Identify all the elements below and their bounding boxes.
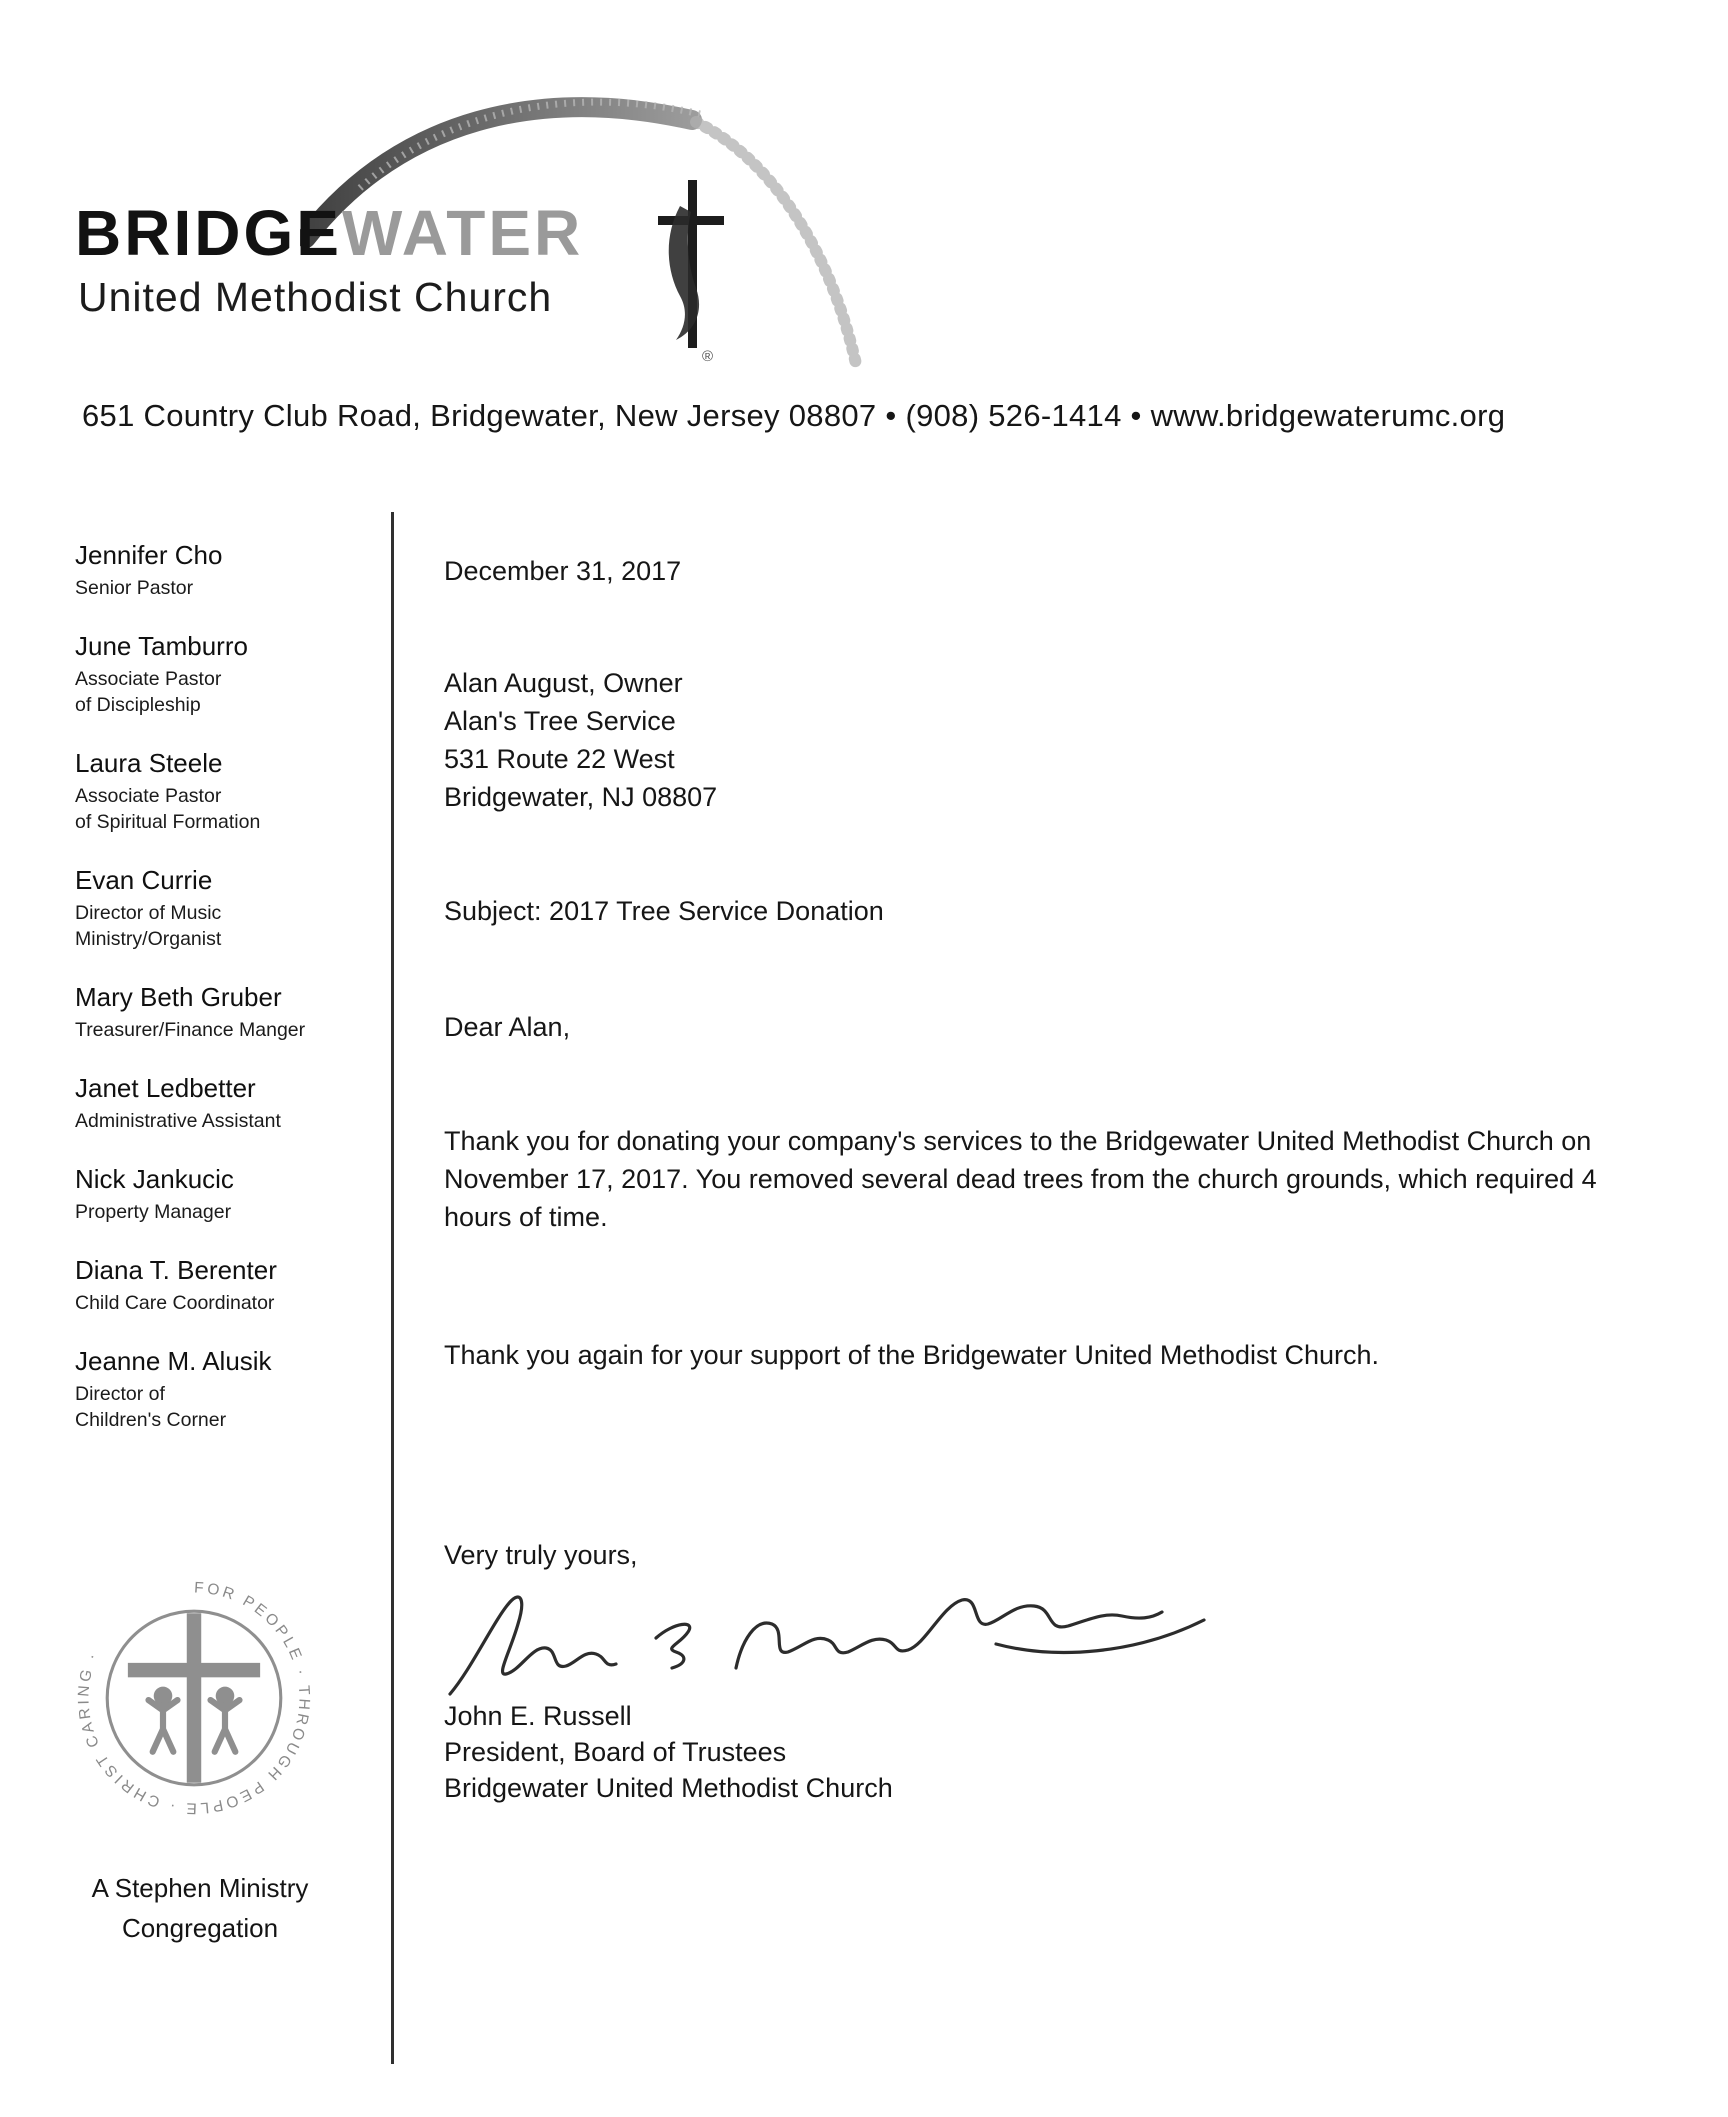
- staff-title: Senior Pastor: [75, 577, 194, 599]
- caption-line-2: Congregation: [121, 1913, 279, 1943]
- vertical-divider: [391, 512, 394, 2064]
- staff-name: Nick Jankucic: [75, 1164, 234, 1194]
- staff-member: [75, 1255, 375, 1316]
- brand-light-text: WATER: [341, 197, 584, 269]
- emblem-ring-text: FOR PEOPLE · THROUGH PEOPLE · CHRIST CARING ·: [75, 1579, 313, 1817]
- body-paragraph-1: Thank you for donating your company's services to the Bridgewater United Methodist Church on November 17, 2017. You removed several dead trees from the church grounds, which required 4 hours of time.: [444, 1126, 1597, 1232]
- staff-name: Jeanne M. Alusik: [75, 1346, 272, 1376]
- recipient-line: Alan's Tree Service: [444, 706, 676, 736]
- staff-title: of Spiritual Formation: [75, 811, 261, 833]
- staff-name: Mary Beth Gruber: [75, 982, 282, 1012]
- handwritten-signature: [436, 1576, 1226, 1698]
- brand-wordmark: [75, 196, 583, 270]
- staff-title: of Discipleship: [75, 694, 201, 716]
- staff-name: Evan Currie: [75, 865, 213, 895]
- recipient-line: Bridgewater, NJ 08807: [444, 782, 718, 812]
- recipient-line: Alan August, Owner: [444, 668, 683, 698]
- letter-date: December 31, 2017: [444, 556, 682, 586]
- staff-name: Diana T. Berenter: [75, 1255, 277, 1285]
- salutation: Dear Alan,: [444, 1012, 571, 1042]
- staff-title: Associate Pastor: [75, 668, 222, 690]
- staff-member: [75, 1073, 375, 1134]
- staff-title: Treasurer/Finance Manger: [75, 1019, 306, 1041]
- brand-subtitle: United Methodist Church: [78, 274, 553, 320]
- recipient-line: 531 Route 22 West: [444, 744, 675, 774]
- staff-title: Ministry/Organist: [75, 928, 222, 950]
- staff-title: Property Manager: [75, 1201, 232, 1223]
- registered-trademark-symbol: ®: [702, 348, 714, 365]
- signer-title: President, Board of Trustees: [444, 1737, 787, 1767]
- staff-name: Laura Steele: [75, 748, 223, 778]
- recipient-address-block: [444, 664, 1644, 816]
- staff-member: [75, 540, 375, 601]
- letterhead-address: 651 Country Club Road, Bridgewater, New Jersey 08807 • (908) 526-1414 • www.bridgewaterumc.org: [82, 398, 1506, 433]
- staff-member: [75, 1346, 375, 1433]
- closing-phrase: Very truly yours,: [444, 1540, 638, 1570]
- stephen-ministry-emblem: [70, 1572, 318, 1824]
- letter-body: [444, 542, 1644, 1806]
- staff-name: Jennifer Cho: [75, 540, 223, 570]
- staff-title: Director of Music: [75, 902, 222, 924]
- staff-member: [75, 748, 375, 835]
- staff-member: [75, 982, 375, 1043]
- staff-member: [75, 631, 375, 718]
- staff-title: Administrative Assistant: [75, 1110, 281, 1132]
- staff-name: Janet Ledbetter: [75, 1073, 256, 1103]
- staff-sidebar: [75, 540, 375, 1463]
- staff-title: Children's Corner: [75, 1409, 227, 1431]
- body-paragraph-2: Thank you again for your support of the Bridgewater United Methodist Church.: [444, 1340, 1380, 1370]
- staff-member: [75, 1164, 375, 1225]
- stephen-ministry-caption: [52, 1868, 348, 1948]
- staff-title: Associate Pastor: [75, 785, 222, 807]
- subject-line: Subject: 2017 Tree Service Donation: [444, 896, 884, 926]
- caption-line-1: A Stephen Ministry: [91, 1873, 309, 1903]
- staff-name: June Tamburro: [75, 631, 248, 661]
- cross-and-flame-icon: [628, 178, 738, 363]
- staff-member: [75, 865, 375, 952]
- staff-title: Child Care Coordinator: [75, 1292, 275, 1314]
- brand-bold-text: BRIDGE: [75, 197, 342, 269]
- signature-block: [444, 1698, 1644, 1806]
- signer-organization: Bridgewater United Methodist Church: [444, 1773, 893, 1803]
- staff-title: Director of: [75, 1383, 165, 1405]
- signer-name: John E. Russell: [444, 1701, 632, 1731]
